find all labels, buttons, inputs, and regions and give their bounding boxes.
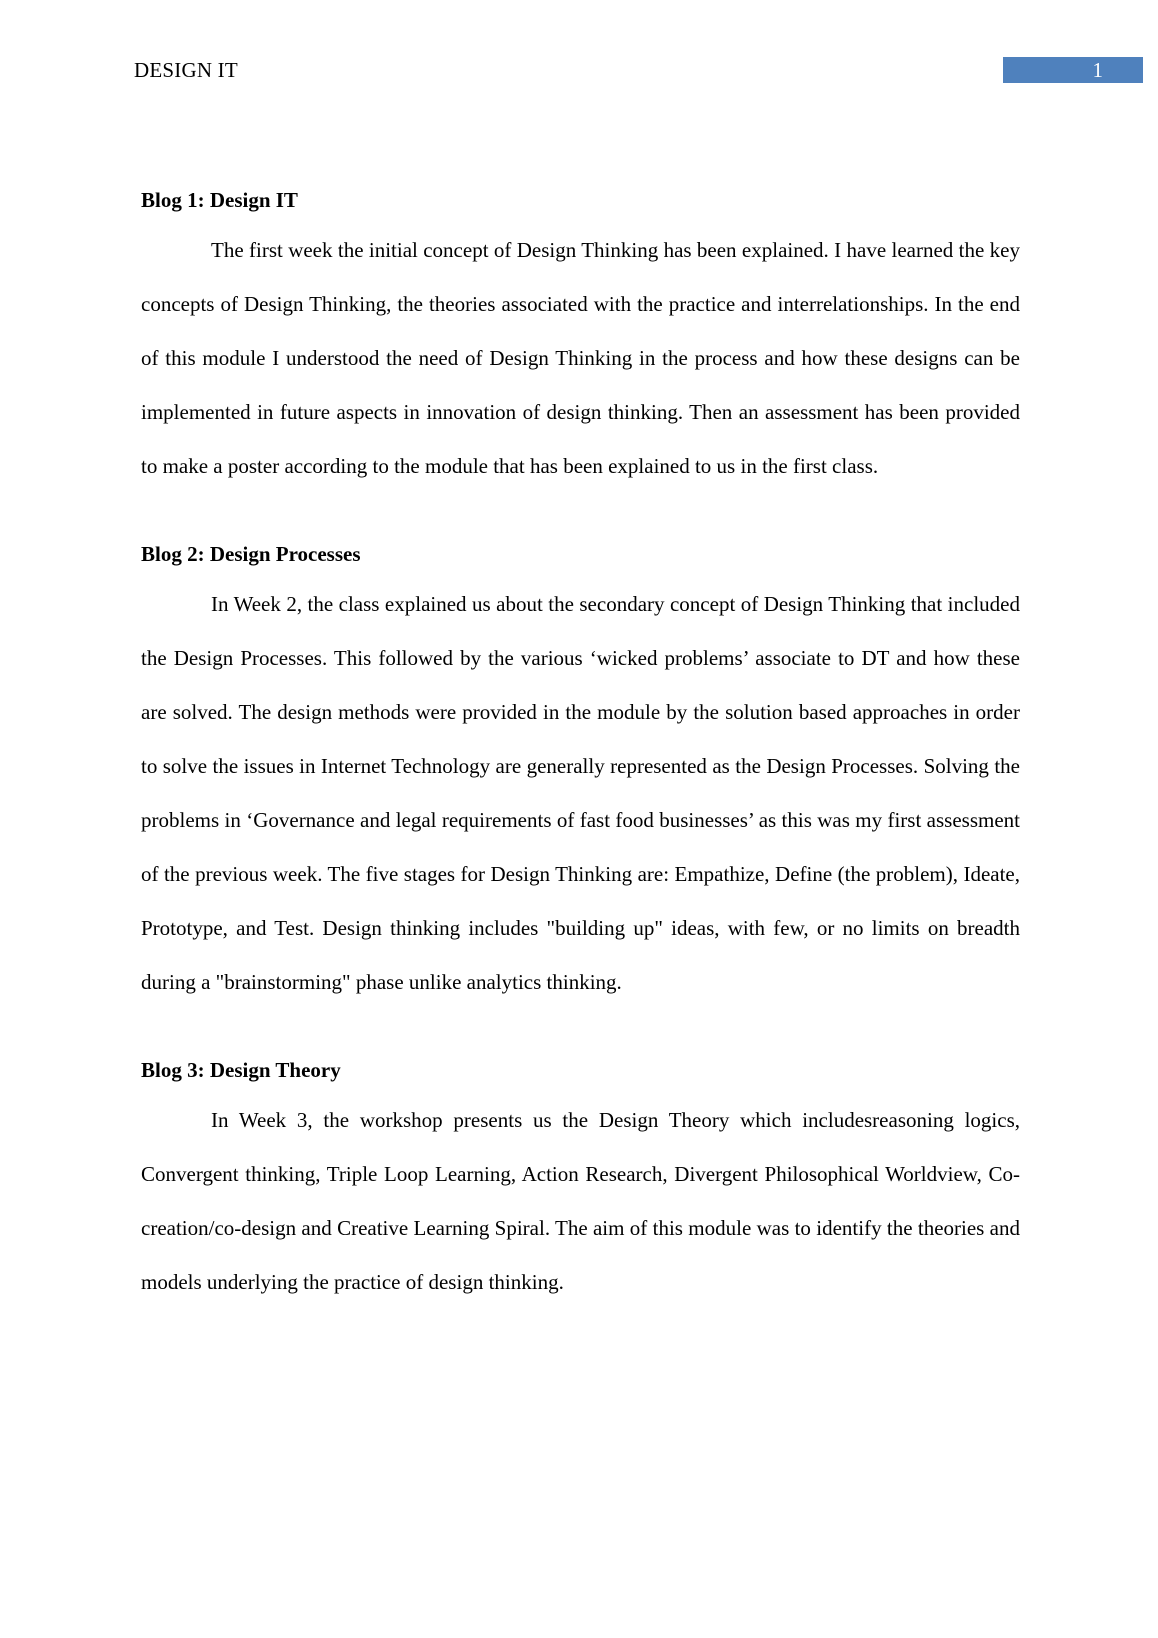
section-paragraph: The first week the initial concept of Design Thinking has been explained. I have learned the key concepts of Design Thinking, the theories associated with the practice and interrelationships. In the end of this module I understood the need of Design Thinking in the process and how these designs can be implemented in future aspects in innovation of design thinking. Then an assessment has been provided to make a poster according to the module that has been explained to us in the first class. bbox=[141, 238, 1020, 478]
section-heading: Blog 2: Design Processes bbox=[141, 542, 361, 566]
page-number: 1 bbox=[1003, 57, 1143, 83]
section-paragraph: In Week 2, the class explained us about the secondary concept of Design Thinking that included the Design Processes. This followed by the various ‘wicked problems’ associate to DT and how these are solved. The design methods were provided in the module by the solution based approaches in order to solve the issues in Internet Technology are generally represented as the Design Processes. Solving the problems in ‘Governance and legal requirements of fast food businesses’ as this was my first assessment of the previous week. The five stages for Design Thinking are: Empathize, Define (the problem), Ideate, Prototype, and Test. Design thinking includes "building up" ideas, with few, or no limits on breadth during a "brainstorming" phase unlike analytics thinking. bbox=[141, 592, 1020, 994]
running-head-title: DESIGN IT bbox=[134, 58, 238, 82]
section-heading: Blog 3: Design Theory bbox=[141, 1058, 341, 1082]
section-heading: Blog 1: Design IT bbox=[141, 188, 298, 212]
document-body bbox=[141, 185, 1020, 1309]
blog-section-1 bbox=[141, 185, 1020, 493]
blog-section-3 bbox=[141, 1055, 1020, 1309]
blog-section-2 bbox=[141, 539, 1020, 1009]
section-paragraph: In Week 3, the workshop presents us the Design Theory which includesreasoning logics, Convergent thinking, Triple Loop Learning, Action Research, Divergent Philosophical Worldview, Co-creation/co-design and Creative Learning Spiral. The aim of this module was to identify the theories and models underlying the practice of design thinking. bbox=[141, 1108, 1020, 1294]
